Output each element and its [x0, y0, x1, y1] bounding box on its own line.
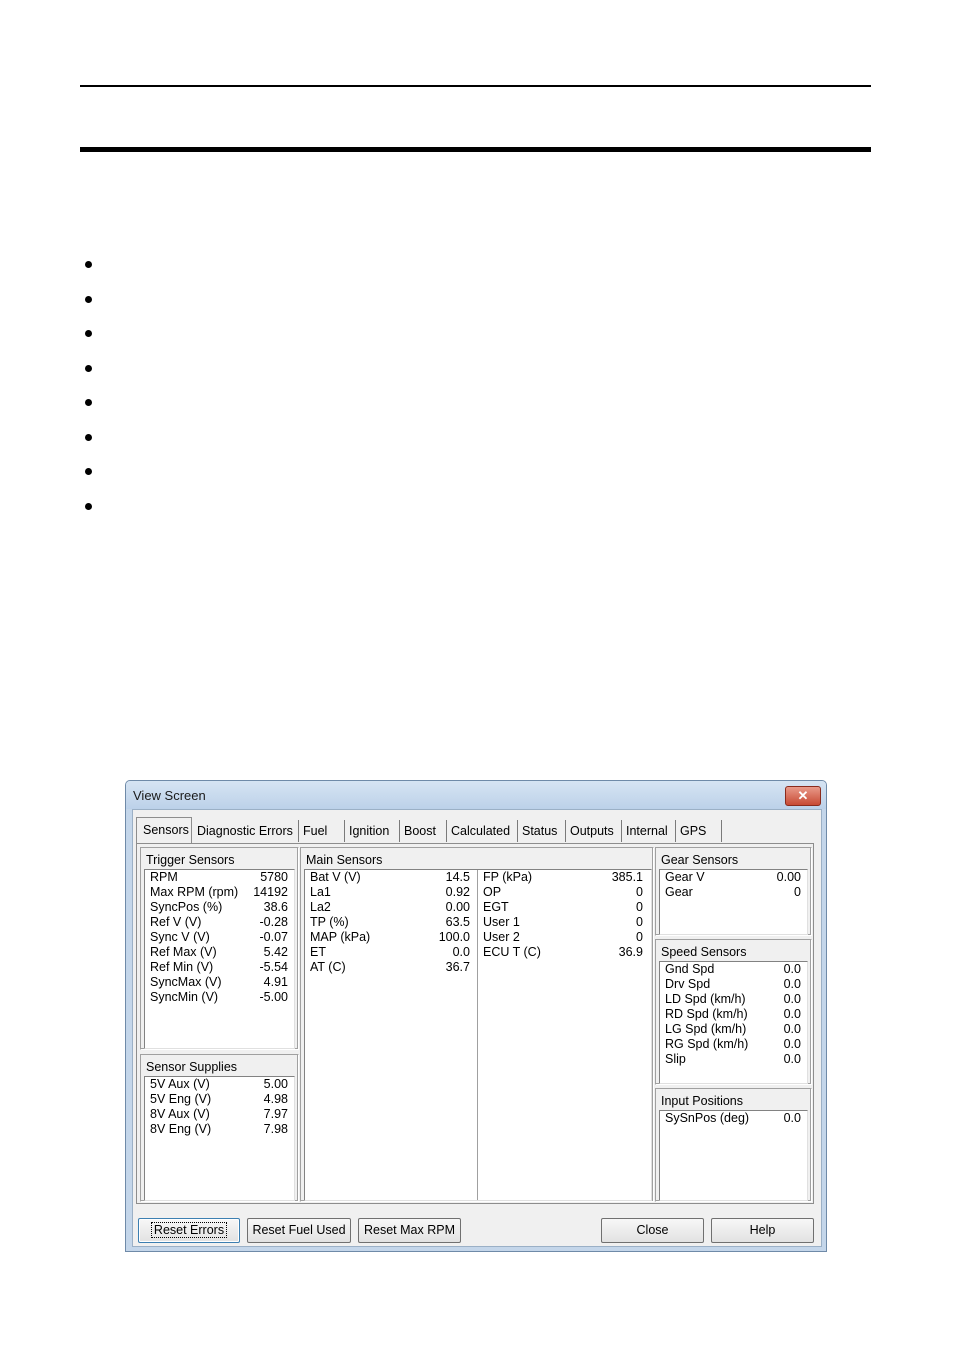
list-row: [145, 975, 294, 990]
group-title: Sensor Supplies: [146, 1060, 238, 1074]
list-item: [80, 457, 780, 492]
sensor-supplies-list[interactable]: [144, 1076, 295, 1201]
sensor-value: 0.92: [445, 885, 470, 899]
bullet-icon: [85, 330, 92, 337]
reset-errors-button[interactable]: [138, 1218, 240, 1243]
trigger-sensors-group: [140, 847, 299, 1050]
tab-internal[interactable]: Internal: [622, 820, 676, 842]
help-button[interactable]: Help: [711, 1218, 814, 1243]
input-positions-list[interactable]: [659, 1110, 808, 1201]
list-row: [660, 962, 807, 977]
sensor-label: User 1: [483, 915, 520, 929]
group-title: Gear Sensors: [661, 853, 739, 867]
tab-sensors[interactable]: Sensors: [136, 817, 192, 843]
sensor-label: RD Spd (km/h): [665, 1007, 748, 1021]
sensor-label: La1: [310, 885, 331, 899]
sensor-label: AT (C): [310, 960, 346, 974]
sensor-value: 0.0: [783, 1052, 801, 1066]
bullet-icon: [85, 503, 92, 510]
sensor-value: 7.98: [263, 1122, 288, 1136]
tab-status[interactable]: Status: [518, 820, 566, 842]
list-row: [305, 960, 476, 975]
list-row: [145, 885, 294, 900]
sensor-label: Ref V (V): [150, 915, 202, 929]
bullet-icon: [85, 434, 92, 441]
sensor-label: EGT: [483, 900, 509, 914]
header-rule: [80, 85, 871, 87]
sensor-value: 0: [636, 915, 643, 929]
list-row: [660, 992, 807, 1007]
group-title: Input Positions: [661, 1094, 743, 1108]
sensor-value: 0.00: [445, 900, 470, 914]
sensor-label: SySnPos (deg): [665, 1111, 750, 1125]
list-item: [80, 250, 780, 285]
bullet-icon: [85, 365, 92, 372]
gear-sensors-list[interactable]: [659, 869, 808, 935]
sensor-value: 0.0: [783, 977, 801, 991]
sensor-label: Ref Min (V): [150, 960, 214, 974]
sensor-value: 100.0: [438, 930, 470, 944]
sensor-label: Gnd Spd: [665, 962, 715, 976]
sensor-label: LD Spd (km/h): [665, 992, 746, 1006]
list-row: [145, 1122, 294, 1137]
sensor-label: FP (kPa): [483, 870, 533, 884]
list-item: [80, 423, 780, 458]
sensor-value: 36.9: [618, 945, 643, 959]
sensor-label: Max RPM (rpm): [150, 885, 239, 899]
list-row: [305, 915, 476, 930]
sensor-value: 14192: [253, 885, 288, 899]
main-sensors-group: [300, 847, 654, 1202]
bullet-icon: [85, 261, 92, 268]
close-icon[interactable]: ✕: [785, 786, 821, 806]
sensor-label: SyncMax (V): [150, 975, 222, 989]
list-row: [478, 885, 649, 900]
sensor-label: RG Spd (km/h): [665, 1037, 749, 1051]
sensor-label: TP (%): [310, 915, 349, 929]
speed-sensors-list[interactable]: [659, 961, 808, 1084]
list-row: [145, 1092, 294, 1107]
sensor-value: -5.54: [259, 960, 288, 974]
list-item: [80, 319, 780, 354]
sensor-label: Sync V (V): [150, 930, 210, 944]
sensor-value: 0: [636, 885, 643, 899]
sensor-label: LG Spd (km/h): [665, 1022, 747, 1036]
sensor-value: 0.00: [776, 870, 801, 884]
sensor-label: ECU T (C): [483, 945, 541, 959]
list-row: [305, 930, 476, 945]
sensor-value: 0.0: [783, 1022, 801, 1036]
sensor-value: 0.0: [452, 945, 470, 959]
view-screen-window: [125, 780, 827, 1252]
tab-boost[interactable]: Boost: [400, 820, 447, 842]
list-row: [145, 915, 294, 930]
sensor-value: 38.6: [263, 900, 288, 914]
list-item: [80, 492, 780, 527]
sensor-label: Bat V (V): [310, 870, 361, 884]
main-sensors-right-column: [478, 870, 649, 1200]
list-item: [80, 285, 780, 320]
list-row: [478, 915, 649, 930]
sensor-value: 63.5: [445, 915, 470, 929]
list-row: [660, 1037, 807, 1052]
sensor-value: 5.42: [263, 945, 288, 959]
list-row: [305, 945, 476, 960]
list-row: [305, 870, 476, 885]
window-title: View Screen: [133, 788, 206, 803]
sensor-label: Slip: [665, 1052, 686, 1066]
gear-sensors-group: [655, 847, 812, 936]
list-row: [478, 900, 649, 915]
list-row: [305, 885, 476, 900]
bullet-icon: [85, 296, 92, 303]
list-item: [80, 354, 780, 389]
tab-outputs[interactable]: Outputs: [566, 820, 622, 842]
list-row: [305, 900, 476, 915]
sensor-label: 5V Aux (V): [150, 1077, 210, 1091]
trigger-sensors-list[interactable]: [144, 869, 295, 1049]
speed-sensors-group: [655, 939, 812, 1085]
list-row: [145, 945, 294, 960]
sensor-value: 7.97: [263, 1107, 288, 1121]
list-row: [145, 870, 294, 885]
sensor-value: -0.07: [259, 930, 288, 944]
bullet-icon: [85, 468, 92, 475]
group-title: Speed Sensors: [661, 945, 747, 959]
input-positions-group: [655, 1088, 812, 1202]
list-row: [145, 960, 294, 975]
sensor-value: 385.1: [611, 870, 643, 884]
dialog-client: [132, 809, 822, 1247]
sensor-value: 36.7: [445, 960, 470, 974]
sensor-value: -5.00: [259, 990, 288, 1004]
sensor-label: La2: [310, 900, 331, 914]
sensor-value: 5.00: [263, 1077, 288, 1091]
sensor-value: 0.0: [783, 1007, 801, 1021]
list-row: [478, 870, 649, 885]
list-row: [660, 1052, 807, 1067]
list-item: [80, 388, 780, 423]
list-row: [145, 930, 294, 945]
sensor-label: Ref Max (V): [150, 945, 217, 959]
tab-gps[interactable]: GPS: [676, 820, 722, 842]
list-row: [145, 1077, 294, 1092]
sensor-value: 4.91: [263, 975, 288, 989]
list-row: [660, 885, 807, 900]
sensor-value: 0.0: [783, 992, 801, 1006]
sensor-value: 0: [636, 930, 643, 944]
list-row: [660, 1111, 807, 1126]
group-title: Trigger Sensors: [146, 853, 235, 867]
sensor-value: 0.0: [783, 962, 801, 976]
tab-fuel[interactable]: Fuel: [299, 820, 345, 842]
section-rule: [80, 147, 871, 152]
list-row: [660, 1022, 807, 1037]
sensor-value: 0: [794, 885, 801, 899]
list-row: [145, 1107, 294, 1122]
list-row: [478, 930, 649, 945]
list-row: [145, 900, 294, 915]
sensor-label: 8V Eng (V): [150, 1122, 212, 1136]
sensor-label: OP: [483, 885, 502, 899]
group-title: Main Sensors: [306, 853, 383, 867]
sensor-value: -0.28: [259, 915, 288, 929]
sensor-value: 0: [636, 900, 643, 914]
sensor-label: ET: [310, 945, 326, 959]
list-row: [660, 977, 807, 992]
list-row: [660, 1007, 807, 1022]
sensor-value: 4.98: [263, 1092, 288, 1106]
close-button[interactable]: Close: [601, 1218, 704, 1243]
main-sensors-left-column: [305, 870, 476, 1200]
bullet-list: [80, 250, 780, 526]
sensor-label: SyncMin (V): [150, 990, 219, 1004]
sensor-value: 5780: [260, 870, 288, 884]
sensor-label: 5V Eng (V): [150, 1092, 212, 1106]
tab-calculated[interactable]: Calculated: [447, 820, 518, 842]
sensor-label: User 2: [483, 930, 520, 944]
sensor-label: RPM: [150, 870, 178, 884]
sensors-panel: [136, 843, 814, 1204]
sensor-label: MAP (kPa): [310, 930, 371, 944]
title-bar[interactable]: [126, 781, 826, 809]
sensor-value: 0.0: [783, 1111, 801, 1125]
reset-fuel-used-button[interactable]: Reset Fuel Used: [247, 1218, 351, 1243]
sensor-value: 14.5: [445, 870, 470, 884]
sensor-label: Gear V: [665, 870, 705, 884]
tab-ignition[interactable]: Ignition: [345, 820, 400, 842]
sensor-label: Gear: [665, 885, 693, 899]
list-row: [478, 945, 649, 960]
reset-max-rpm-button[interactable]: Reset Max RPM: [358, 1218, 461, 1243]
bullet-icon: [85, 399, 92, 406]
reset-errors-label: Reset Errors: [151, 1222, 227, 1238]
sensor-label: SyncPos (%): [150, 900, 223, 914]
tab-diagnostic-errors[interactable]: Diagnostic Errors: [193, 820, 299, 842]
sensor-label: 8V Aux (V): [150, 1107, 210, 1121]
sensor-supplies-group: [140, 1054, 299, 1202]
sensor-value: 0.0: [783, 1037, 801, 1051]
main-sensors-list[interactable]: [304, 869, 652, 1201]
list-row: [660, 870, 807, 885]
list-row: [145, 990, 294, 1005]
sensor-label: Drv Spd: [665, 977, 711, 991]
